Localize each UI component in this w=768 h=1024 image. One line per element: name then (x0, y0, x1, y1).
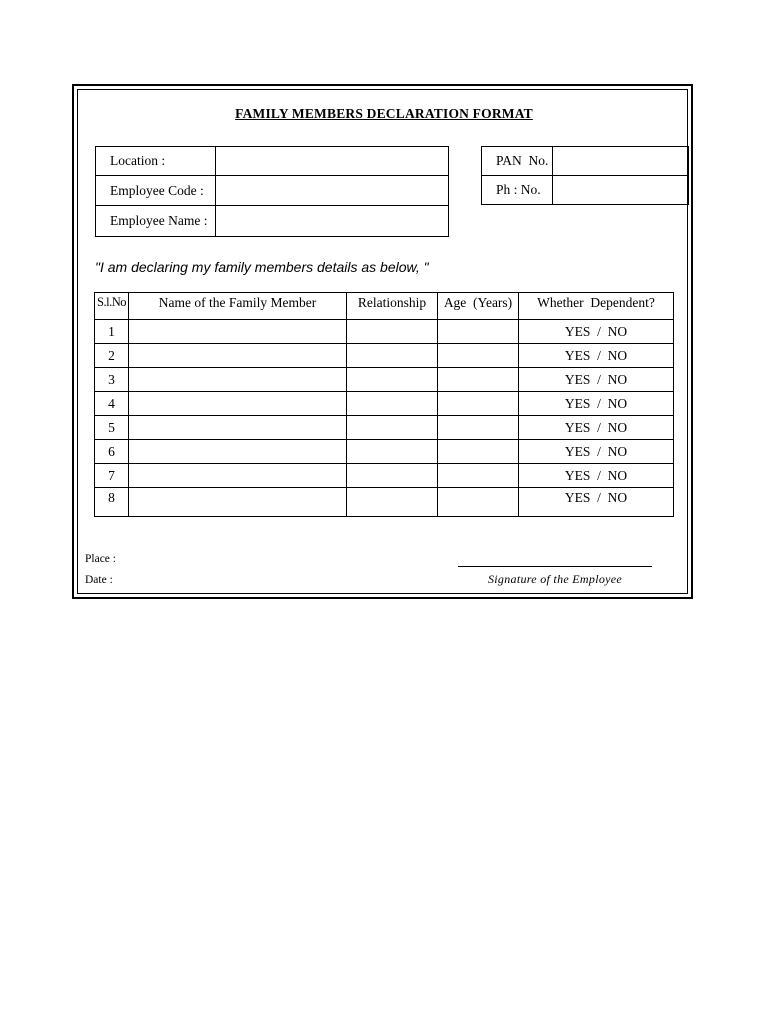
dependent-choice[interactable]: YES / NO (519, 392, 674, 416)
age-field[interactable] (438, 344, 519, 368)
age-field[interactable] (438, 488, 519, 517)
contact-info-table (481, 146, 689, 205)
member-name-field[interactable] (129, 368, 347, 392)
signature-line[interactable] (458, 566, 652, 567)
pan-field[interactable] (553, 147, 689, 176)
dependent-choice[interactable]: YES / NO (519, 440, 674, 464)
header-relationship: Relationship (347, 293, 438, 320)
row-sl-no: 4 (95, 392, 129, 416)
employee-code-label: Employee Code : (96, 176, 216, 206)
relationship-field[interactable] (347, 368, 438, 392)
table-row (95, 488, 674, 517)
table-row (95, 440, 674, 464)
employee-code-field[interactable] (216, 176, 449, 206)
member-name-field[interactable] (129, 416, 347, 440)
dependent-choice[interactable]: YES / NO (519, 368, 674, 392)
age-field[interactable] (438, 464, 519, 488)
phone-field[interactable] (553, 176, 689, 205)
age-field[interactable] (438, 440, 519, 464)
relationship-field[interactable] (347, 440, 438, 464)
declaration-text: "I am declaring my family members details as below, " (95, 259, 429, 275)
row-sl-no: 1 (95, 320, 129, 344)
header-dependent: Whether Dependent? (519, 293, 674, 320)
relationship-field[interactable] (347, 320, 438, 344)
header-name: Name of the Family Member (129, 293, 347, 320)
member-name-field[interactable] (129, 464, 347, 488)
dependent-choice[interactable]: YES / NO (519, 416, 674, 440)
dependent-choice[interactable]: YES / NO (519, 320, 674, 344)
date-label: Date : (85, 574, 113, 586)
family-members-table (94, 292, 674, 517)
member-name-field[interactable] (129, 344, 347, 368)
phone-label: Ph : No. (482, 176, 553, 205)
row-sl-no: 8 (95, 488, 129, 517)
member-name-field[interactable] (129, 440, 347, 464)
table-row (95, 464, 674, 488)
age-field[interactable] (438, 320, 519, 344)
employee-info-table (95, 146, 449, 237)
header-sl-no: S.l.No (95, 293, 129, 320)
age-field[interactable] (438, 392, 519, 416)
member-name-field[interactable] (129, 392, 347, 416)
location-label: Location : (96, 147, 216, 176)
relationship-field[interactable] (347, 464, 438, 488)
header-age: Age (Years) (438, 293, 519, 320)
form-title: FAMILY MEMBERS DECLARATION FORMAT (235, 106, 533, 121)
table-row (95, 344, 674, 368)
employee-name-label: Employee Name : (96, 206, 216, 237)
member-name-field[interactable] (129, 488, 347, 517)
relationship-field[interactable] (347, 392, 438, 416)
employee-name-field[interactable] (216, 206, 449, 237)
pan-label: PAN No. (482, 147, 553, 176)
table-header-row (95, 293, 674, 320)
relationship-field[interactable] (347, 488, 438, 517)
member-name-field[interactable] (129, 320, 347, 344)
place-label: Place : (85, 553, 116, 565)
row-sl-no: 5 (95, 416, 129, 440)
relationship-field[interactable] (347, 416, 438, 440)
age-field[interactable] (438, 368, 519, 392)
signature-label: Signature of the Employee (487, 572, 623, 586)
location-field[interactable] (216, 147, 449, 176)
dependent-choice[interactable]: YES / NO (519, 344, 674, 368)
dependent-choice[interactable]: YES / NO (519, 488, 674, 517)
table-row (95, 392, 674, 416)
age-field[interactable] (438, 416, 519, 440)
row-sl-no: 7 (95, 464, 129, 488)
row-sl-no: 2 (95, 344, 129, 368)
table-row (95, 416, 674, 440)
row-sl-no: 6 (95, 440, 129, 464)
table-row (95, 368, 674, 392)
table-row (95, 320, 674, 344)
row-sl-no: 3 (95, 368, 129, 392)
relationship-field[interactable] (347, 344, 438, 368)
dependent-choice[interactable]: YES / NO (519, 464, 674, 488)
